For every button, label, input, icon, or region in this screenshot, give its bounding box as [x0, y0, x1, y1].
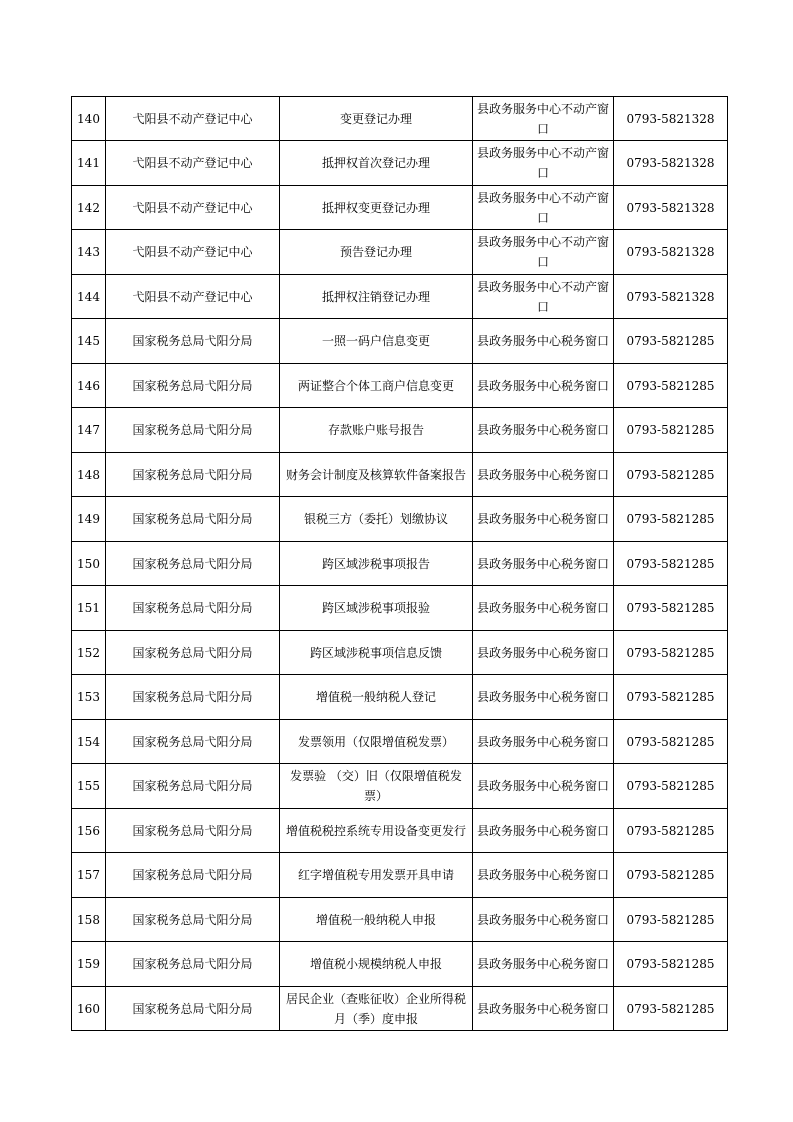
department: 国家税务总局弋阳分局: [106, 853, 280, 898]
contact-phone: 0793-5821285: [614, 720, 728, 764]
department: 国家税务总局弋阳分局: [106, 586, 280, 631]
table-row: [72, 319, 728, 364]
contact-phone: 0793-5821285: [614, 675, 728, 720]
contact-phone: 0793-5821285: [614, 453, 728, 497]
contact-phone: 0793-5821328: [614, 186, 728, 230]
department: 国家税务总局弋阳分局: [106, 542, 280, 586]
service-table: [71, 96, 728, 1031]
department: 弋阳县不动产登记中心: [106, 141, 280, 186]
service-location: 县政务服务中心不动产窗口: [473, 97, 614, 141]
service-location: 县政务服务中心税务窗口: [473, 987, 614, 1031]
row-number: 146: [72, 364, 106, 408]
department: 弋阳县不动产登记中心: [106, 97, 280, 141]
service-item: 一照一码户信息变更: [280, 319, 473, 364]
service-location: 县政务服务中心税务窗口: [473, 319, 614, 364]
service-item: 增值税税控系统专用设备变更发行: [280, 809, 473, 853]
department: 国家税务总局弋阳分局: [106, 408, 280, 453]
contact-phone: 0793-5821285: [614, 898, 728, 942]
table-row: [72, 586, 728, 631]
contact-phone: 0793-5821328: [614, 230, 728, 275]
contact-phone: 0793-5821285: [614, 631, 728, 675]
row-number: 143: [72, 230, 106, 275]
department: 国家税务总局弋阳分局: [106, 942, 280, 987]
table-row: [72, 675, 728, 720]
service-location: 县政务服务中心税务窗口: [473, 453, 614, 497]
table-row: [72, 898, 728, 942]
service-location: 县政务服务中心税务窗口: [473, 408, 614, 453]
row-number: 158: [72, 898, 106, 942]
contact-phone: 0793-5821285: [614, 497, 728, 542]
table-row: [72, 497, 728, 542]
department: 国家税务总局弋阳分局: [106, 497, 280, 542]
service-location: 县政务服务中心税务窗口: [473, 364, 614, 408]
table-row: [72, 453, 728, 497]
table-row: [72, 720, 728, 764]
service-location: 县政务服务中心税务窗口: [473, 720, 614, 764]
contact-phone: 0793-5821285: [614, 809, 728, 853]
contact-phone: 0793-5821285: [614, 319, 728, 364]
service-location: 县政务服务中心不动产窗口: [473, 275, 614, 319]
service-location: 县政务服务中心税务窗口: [473, 631, 614, 675]
table-row: [72, 942, 728, 987]
service-item: 变更登记办理: [280, 97, 473, 141]
table-row: [72, 542, 728, 586]
row-number: 144: [72, 275, 106, 319]
service-location: 县政务服务中心不动产窗口: [473, 141, 614, 186]
service-item: 增值税一般纳税人申报: [280, 898, 473, 942]
service-item: 存款账户账号报告: [280, 408, 473, 453]
department: 弋阳县不动产登记中心: [106, 275, 280, 319]
service-item: 增值税小规模纳税人申报: [280, 942, 473, 987]
row-number: 159: [72, 942, 106, 987]
table-row: [72, 631, 728, 675]
contact-phone: 0793-5821285: [614, 764, 728, 809]
row-number: 157: [72, 853, 106, 898]
service-item: 红字增值税专用发票开具申请: [280, 853, 473, 898]
service-item: 跨区域涉税事项信息反馈: [280, 631, 473, 675]
department: 国家税务总局弋阳分局: [106, 364, 280, 408]
contact-phone: 0793-5821285: [614, 987, 728, 1031]
contact-phone: 0793-5821285: [614, 942, 728, 987]
department: 国家税务总局弋阳分局: [106, 453, 280, 497]
department: 国家税务总局弋阳分局: [106, 764, 280, 809]
service-location: 县政务服务中心税务窗口: [473, 542, 614, 586]
service-location: 县政务服务中心税务窗口: [473, 586, 614, 631]
service-location: 县政务服务中心不动产窗口: [473, 186, 614, 230]
service-item: 抵押权变更登记办理: [280, 186, 473, 230]
contact-phone: 0793-5821285: [614, 542, 728, 586]
row-number: 147: [72, 408, 106, 453]
contact-phone: 0793-5821285: [614, 364, 728, 408]
service-item: 抵押权注销登记办理: [280, 275, 473, 319]
table-row: [72, 987, 728, 1031]
contact-phone: 0793-5821328: [614, 141, 728, 186]
service-location: 县政务服务中心税务窗口: [473, 898, 614, 942]
contact-phone: 0793-5821285: [614, 586, 728, 631]
service-item: 财务会计制度及核算软件备案报告: [280, 453, 473, 497]
row-number: 148: [72, 453, 106, 497]
row-number: 149: [72, 497, 106, 542]
department: 国家税务总局弋阳分局: [106, 809, 280, 853]
service-item: 两证整合个体工商户信息变更: [280, 364, 473, 408]
row-number: 154: [72, 720, 106, 764]
row-number: 160: [72, 987, 106, 1031]
service-item: 银税三方（委托）划缴协议: [280, 497, 473, 542]
department: 国家税务总局弋阳分局: [106, 319, 280, 364]
department: 弋阳县不动产登记中心: [106, 230, 280, 275]
row-number: 153: [72, 675, 106, 720]
department: 国家税务总局弋阳分局: [106, 898, 280, 942]
service-location: 县政务服务中心税务窗口: [473, 497, 614, 542]
service-item: 发票验 （交）旧（仅限增值税发票）: [280, 764, 473, 809]
row-number: 145: [72, 319, 106, 364]
row-number: 150: [72, 542, 106, 586]
row-number: 141: [72, 141, 106, 186]
service-item: 居民企业（查账征收）企业所得税月（季）度申报: [280, 987, 473, 1031]
service-item: 抵押权首次登记办理: [280, 141, 473, 186]
row-number: 140: [72, 97, 106, 141]
table-row: [72, 230, 728, 275]
contact-phone: 0793-5821328: [614, 97, 728, 141]
service-location: 县政务服务中心税务窗口: [473, 675, 614, 720]
service-item: 跨区域涉税事项报告: [280, 542, 473, 586]
department: 国家税务总局弋阳分局: [106, 631, 280, 675]
contact-phone: 0793-5821285: [614, 408, 728, 453]
department: 国家税务总局弋阳分局: [106, 675, 280, 720]
table-row: [72, 97, 728, 141]
table-body: [72, 97, 728, 1031]
row-number: 155: [72, 764, 106, 809]
row-number: 142: [72, 186, 106, 230]
service-item: 预告登记办理: [280, 230, 473, 275]
table-row: [72, 186, 728, 230]
table-row: [72, 853, 728, 898]
service-location: 县政务服务中心不动产窗口: [473, 230, 614, 275]
table-row: [72, 364, 728, 408]
service-item: 增值税一般纳税人登记: [280, 675, 473, 720]
row-number: 151: [72, 586, 106, 631]
table-row: [72, 764, 728, 809]
table-row: [72, 141, 728, 186]
service-location: 县政务服务中心税务窗口: [473, 764, 614, 809]
table-row: [72, 408, 728, 453]
service-location: 县政务服务中心税务窗口: [473, 853, 614, 898]
row-number: 156: [72, 809, 106, 853]
service-item: 跨区域涉税事项报验: [280, 586, 473, 631]
department: 弋阳县不动产登记中心: [106, 186, 280, 230]
contact-phone: 0793-5821285: [614, 853, 728, 898]
contact-phone: 0793-5821328: [614, 275, 728, 319]
service-item: 发票领用（仅限增值税发票）: [280, 720, 473, 764]
table-row: [72, 809, 728, 853]
department: 国家税务总局弋阳分局: [106, 720, 280, 764]
department: 国家税务总局弋阳分局: [106, 987, 280, 1031]
table-row: [72, 275, 728, 319]
row-number: 152: [72, 631, 106, 675]
service-location: 县政务服务中心税务窗口: [473, 809, 614, 853]
service-location: 县政务服务中心税务窗口: [473, 942, 614, 987]
